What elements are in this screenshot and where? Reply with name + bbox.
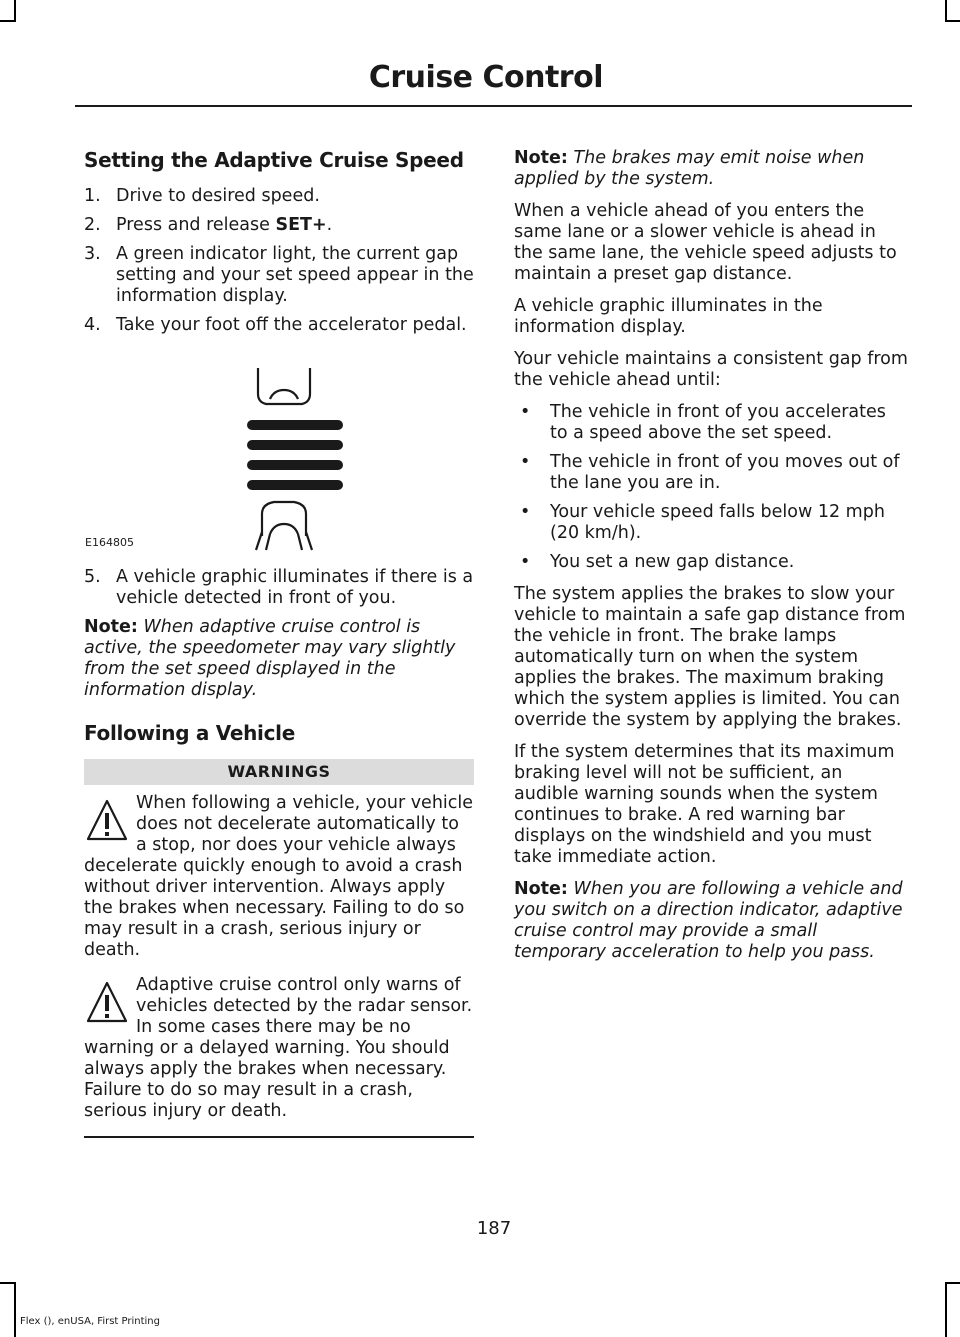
crop-mark: [945, 1282, 947, 1337]
step-item: [84, 315, 474, 336]
note-speedometer: [84, 617, 474, 701]
warning-text: Adaptive cruise control only warns of vehicles detected by the radar sensor. In some cases there may be no warning or a delayed warning. You should always apply the brakes when necessary. Failure to do so may result in a crash, serious injury or death.: [84, 975, 473, 1121]
steps-list: [84, 186, 474, 336]
page-title: Cruise Control: [368, 60, 603, 95]
crop-mark: [945, 0, 947, 22]
bullet-icon: •: [520, 502, 531, 522]
step-text: Take your foot off the accelerator pedal.: [116, 315, 467, 335]
warning-text: When following a vehicle, your vehicle does not decelerate automatically to a stop, nor does your vehicle always decelerate quickly enough to avoid a crash without driver intervention. Always apply the brakes when necessary. Failing to do so may result in a crash, serious injury or death.: [84, 793, 474, 960]
crop-mark: [945, 20, 960, 22]
lead-vehicle-icon: [258, 368, 310, 404]
note-label: Note:: [514, 879, 568, 899]
step-item: [84, 567, 474, 609]
step-item: [84, 215, 474, 236]
crop-mark: [14, 0, 16, 22]
step-number: 1.: [84, 186, 101, 206]
step-number: 4.: [84, 315, 101, 335]
section-heading-following: Following a Vehicle: [84, 721, 295, 745]
note-brake-noise: [514, 148, 908, 190]
gap-display-figure: [84, 344, 474, 559]
paragraph: The system applies the brakes to slow your vehicle to maintain a safe gap distance from the vehicle in front. The brake lamps automatically turn on when the system applies the brakes. The maximum braking which the system applies is limited. You can override the system by applying the brakes.: [514, 584, 906, 730]
warnings-end-rule: [84, 1136, 474, 1138]
crop-mark: [14, 1282, 16, 1337]
steps-list-continued: [84, 567, 474, 609]
note-direction-indicator: [514, 879, 908, 963]
crop-mark: [0, 20, 16, 22]
note-text: The brakes may emit noise when applied by the system.: [514, 148, 865, 189]
step-number: 3.: [84, 244, 101, 264]
step-text: Press and release: [116, 215, 276, 235]
step-item: [84, 186, 474, 207]
list-item-text: You set a new gap distance.: [550, 552, 795, 572]
step-number: 2.: [84, 215, 101, 235]
warning-triangle-icon: [84, 795, 130, 847]
section-heading-setting-speed: Setting the Adaptive Cruise Speed: [84, 148, 464, 172]
note-label: Note:: [514, 148, 568, 168]
page-number: 187: [476, 1218, 512, 1239]
warning-triangle-icon: [84, 977, 130, 1029]
gap-setting-graphic: [84, 344, 474, 559]
list-item-text: The vehicle in front of you moves out of the lane you are in.: [550, 452, 900, 493]
step-text: A green indicator light, the current gap setting and your set speed appear in the information display.: [116, 244, 474, 306]
conditions-list: [514, 402, 908, 573]
paragraph: A vehicle graphic illuminates in the information display.: [514, 296, 823, 337]
step-text: A vehicle graphic illuminates if there is a vehicle detected in front of you.: [116, 567, 474, 608]
step-item: [84, 244, 474, 307]
list-item-text: The vehicle in front of you accelerates to a speed above the set speed.: [550, 402, 886, 443]
step-number: 5.: [84, 567, 101, 587]
bullet-icon: •: [520, 552, 531, 572]
list-item-text: Your vehicle speed falls below 12 mph (20 km/h).: [550, 502, 885, 543]
list-item: [514, 452, 908, 494]
footer-print-info: Flex (), enUSA, First Printing: [20, 1316, 160, 1327]
warning-item: [84, 975, 474, 1122]
bullet-icon: •: [520, 452, 531, 472]
header-rule: [75, 105, 912, 107]
left-column: [84, 148, 474, 1138]
list-item: [514, 552, 908, 573]
note-text: When you are following a vehicle and you switch on a direction indicator, adaptive cruise control may provide a small temporary acceleration to help you pass.: [514, 879, 903, 962]
figure-id: E164805: [85, 536, 134, 549]
list-item: [514, 502, 908, 544]
own-vehicle-icon: [256, 502, 312, 550]
note-text: When adaptive cruise control is active, the speedometer may vary slightly from the set speed displayed in the information display.: [84, 617, 456, 700]
crop-mark: [0, 1282, 16, 1284]
note-label: Note:: [84, 617, 138, 637]
set-plus-keyword: SET+: [275, 215, 327, 235]
step-text: Drive to desired speed.: [116, 186, 320, 206]
right-column: [514, 148, 908, 974]
crop-mark: [945, 1282, 960, 1284]
warnings-header: WARNINGS: [84, 759, 474, 785]
paragraph: If the system determines that its maximum braking level will not be sufficient, an audible warning sounds when the system continues to brake. A red warning bar displays on the windshield and you must take immediate action.: [514, 742, 895, 867]
paragraph: When a vehicle ahead of you enters the same lane or a slower vehicle is ahead in the same lane, the vehicle speed adjusts to maintain a preset gap distance.: [514, 201, 897, 284]
step-text-after: .: [326, 215, 333, 235]
gap-bars-icon: [247, 420, 343, 490]
paragraph: Your vehicle maintains a consistent gap from the vehicle ahead until:: [514, 349, 908, 390]
list-item: [514, 402, 908, 444]
warning-item: [84, 793, 474, 961]
bullet-icon: •: [520, 402, 531, 422]
